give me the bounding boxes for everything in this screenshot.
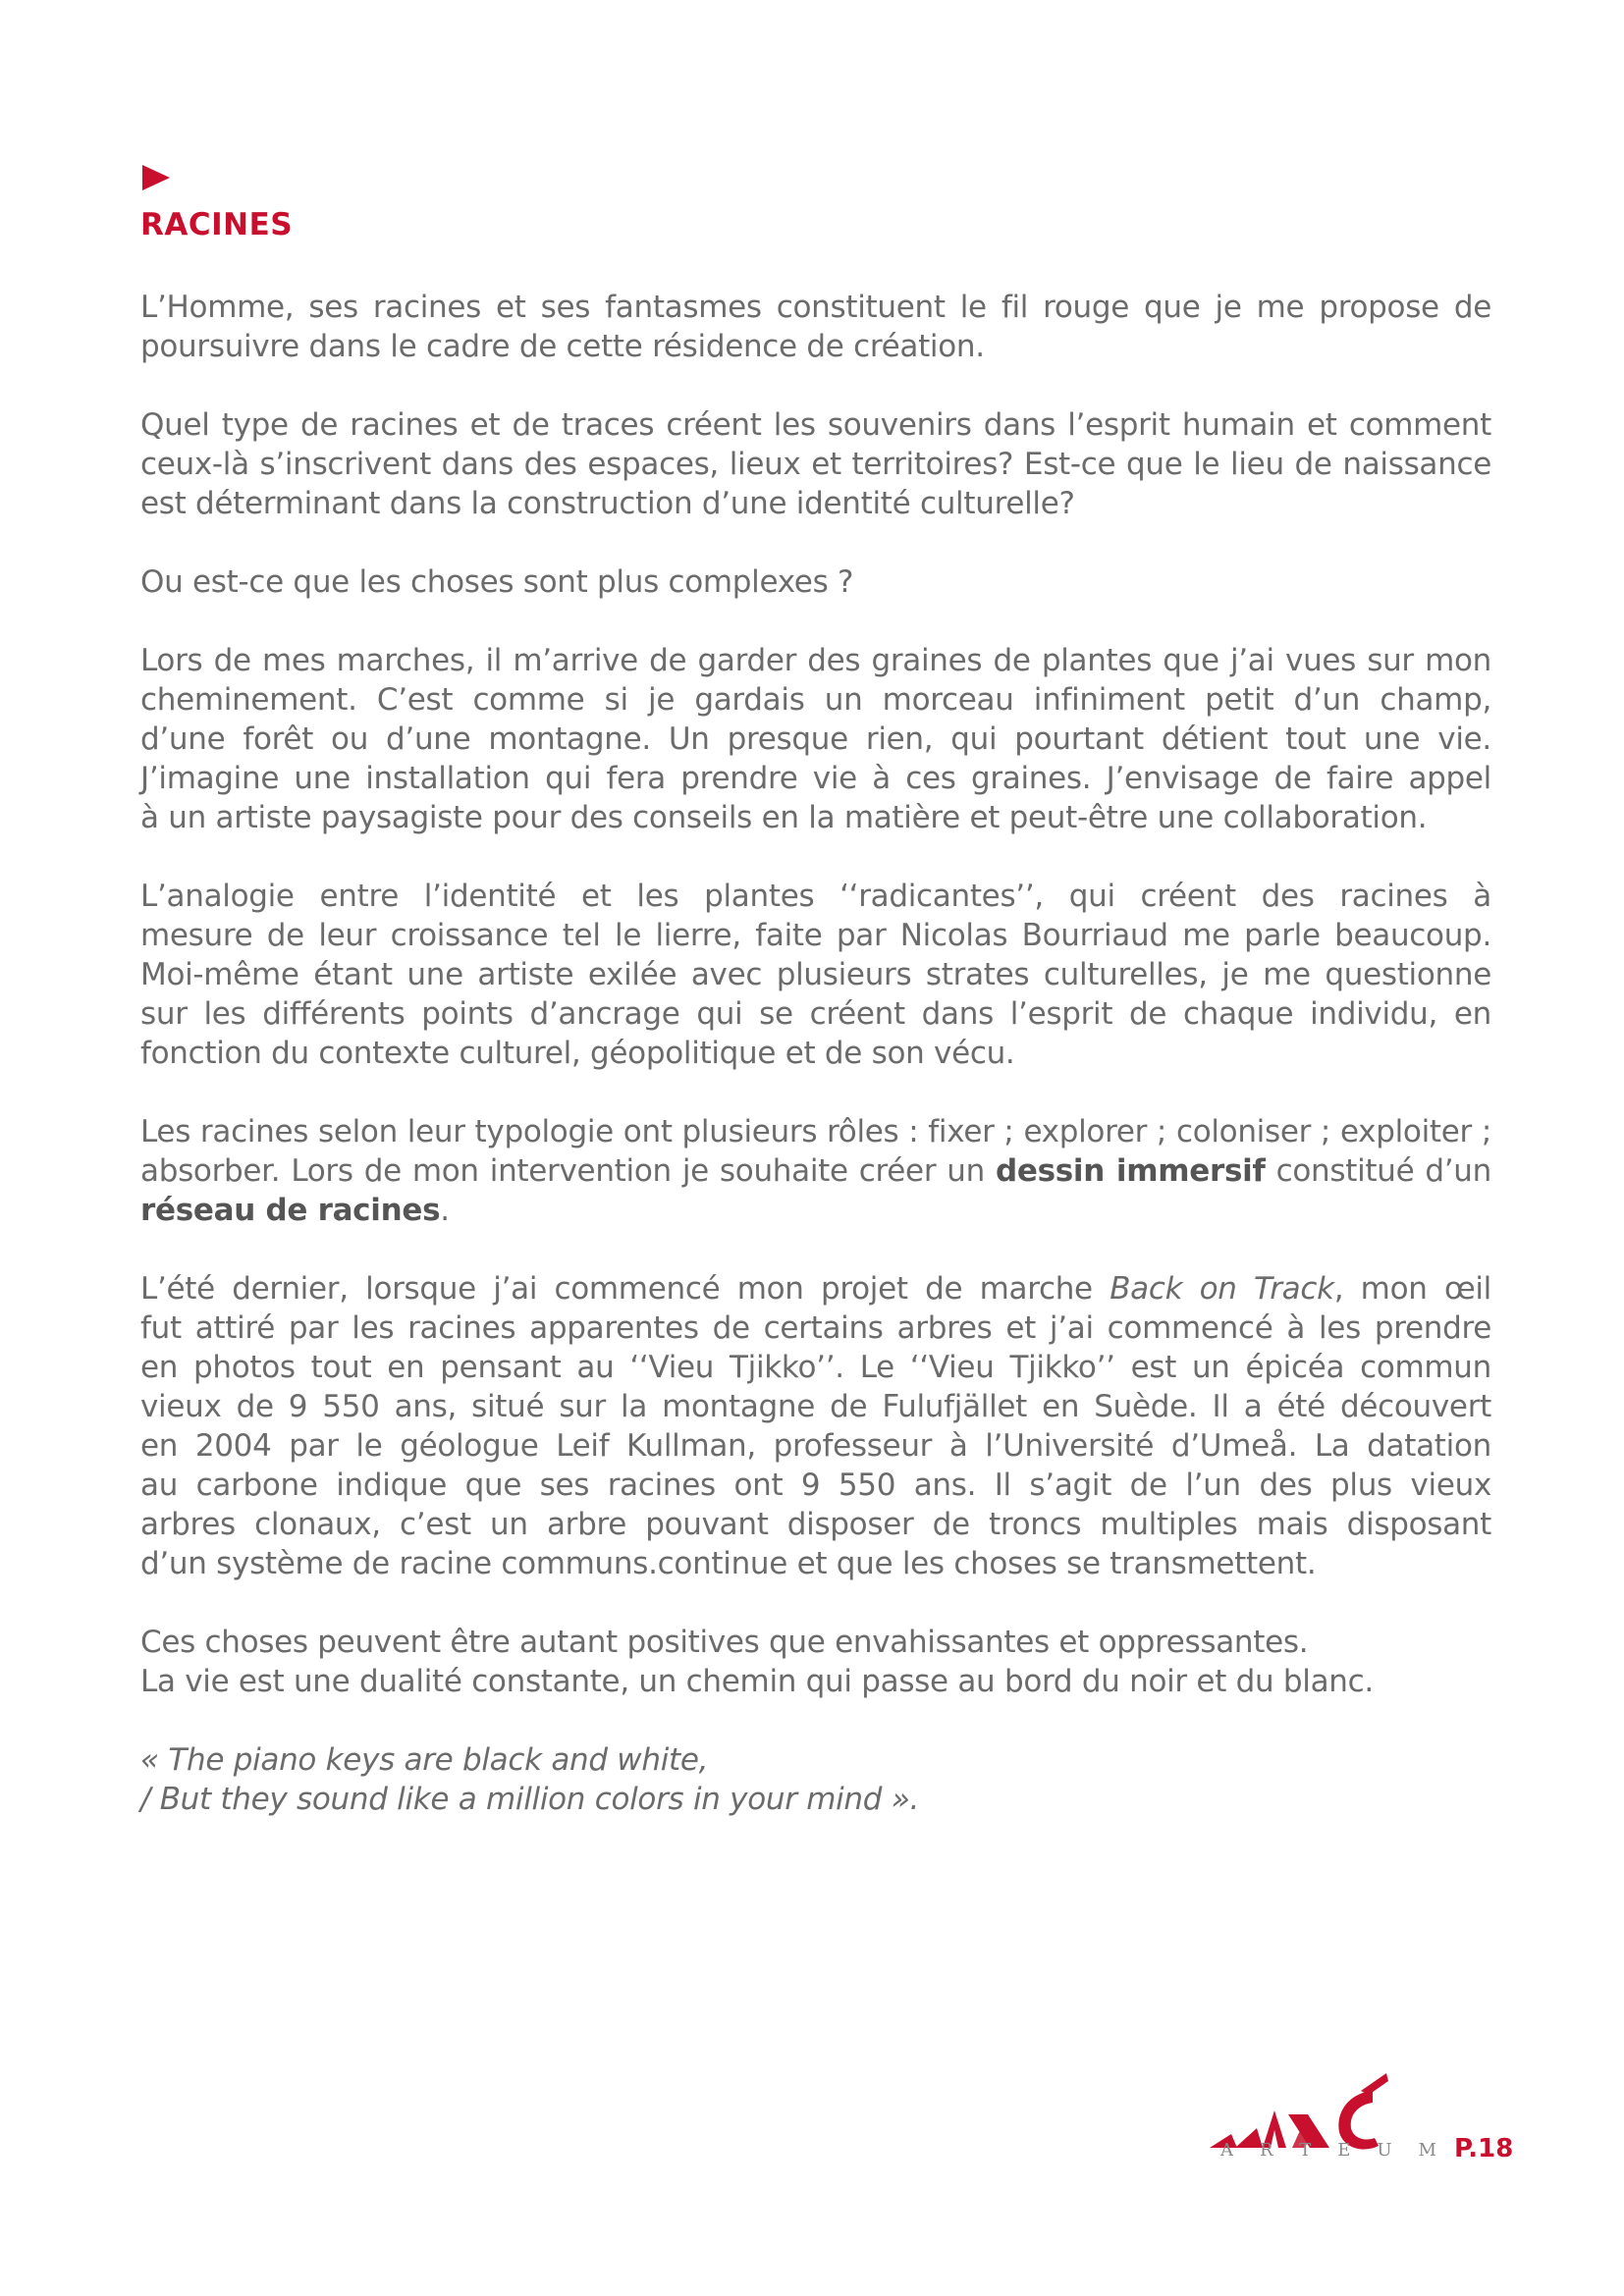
text-line: cheminement. C’est comme si je gardais un morceau infiniment petit d’un champ, xyxy=(140,682,1491,718)
text-line: en 2004 par le géologue Leif Kullman, professeur à l’Université d’Umeå. La datation xyxy=(140,1428,1491,1464)
text-line: fonction du contexte culturel, géopolitique et de son vécu. xyxy=(140,1036,1015,1071)
text-line: poursuivre dans le cadre de cette résidence de création. xyxy=(140,329,985,364)
text-line: en photos tout en pensant au ‘‘Vieu Tjikko’’. Le ‘‘Vieu Tjikko’’ est un épicéa commun xyxy=(140,1350,1491,1385)
text-line: fut attiré par les racines apparentes de certains arbres et j’ai commencé à les prendre xyxy=(140,1310,1491,1346)
text-line: Lors de mes marches, il m’arrive de garder des graines de plantes que j’ai vues sur mon xyxy=(140,643,1491,678)
text-line: Ou est-ce que les choses sont plus complexes ? xyxy=(140,564,854,600)
paragraph-5 xyxy=(140,877,1491,1073)
quote-line: « The piano keys are black and white, xyxy=(140,1742,709,1778)
text-line: ceux-là s’inscrivent dans des espaces, lieux et territoires? Est-ce que le lieu de naissance xyxy=(140,447,1491,482)
logo-shape xyxy=(1361,2073,1388,2095)
text-line: L’analogie entre l’identité et les plantes ‘‘radicantes’’, qui créent des racines à xyxy=(140,879,1491,914)
text-line: Moi-même étant une artiste exilée avec plusieurs strates culturelles, je me questionne xyxy=(140,957,1491,992)
bold-phrase: dessin immersif xyxy=(995,1153,1266,1189)
page-number: P.18 xyxy=(1454,2134,1514,2163)
paragraph-3 xyxy=(140,562,1491,602)
triangle-right-icon xyxy=(142,165,170,190)
text-line: au carbone indique que ses racines ont 9 550 ans. Il s’agit de l’un des plus vieux xyxy=(140,1468,1491,1503)
text-line: d’un système de racine communs.continue et que les choses se transmettent. xyxy=(140,1546,1317,1581)
bold-phrase: réseau de racines xyxy=(140,1193,441,1228)
text-run: constitué d’un xyxy=(1265,1153,1491,1189)
text-line: L’Homme, ses racines et ses fantasmes constituent le fil rouge que je me propose de xyxy=(140,290,1491,325)
quote-line: / But they sound like a million colors in your mind ». xyxy=(140,1782,920,1817)
document-body xyxy=(140,165,1491,1819)
text-run: . xyxy=(440,1193,450,1228)
paragraph-8 xyxy=(140,1623,1491,1701)
section-title: RACINES xyxy=(140,207,294,242)
paragraph-1 xyxy=(140,288,1491,366)
text-line: est déterminant dans la construction d’une identité culturelle? xyxy=(140,486,1075,521)
text-line: d’une forêt ou d’une montagne. Un presque rien, qui pourtant détient tout une vie. xyxy=(140,721,1491,757)
text-line: mesure de leur croissance tel le lierre, faite par Nicolas Bourriaud me parle beaucoup. xyxy=(140,918,1491,953)
text-line: J’imagine une installation qui fera prendre vie à ces graines. J’envisage de faire appel xyxy=(140,761,1491,796)
paragraph-4 xyxy=(140,641,1491,837)
paragraph-6 xyxy=(140,1112,1491,1230)
italic-title: Back on Track xyxy=(1110,1271,1334,1307)
paragraph-2 xyxy=(140,405,1491,523)
text-run: absorber. Lors de mon intervention je souhaite créer un xyxy=(140,1153,996,1189)
text-line xyxy=(140,1191,1491,1230)
logo-wordmark: ARTEUM xyxy=(1220,2140,1463,2161)
text-line: arbres clonaux, c’est un arbre pouvant disposer de troncs multiples mais disposant xyxy=(140,1507,1491,1542)
paragraph-7 xyxy=(140,1269,1491,1583)
text-line: Les racines selon leur typologie ont plusieurs rôles : fixer ; explorer ; coloniser ; exploiter ; xyxy=(140,1114,1491,1149)
text-line: vieux de 9 550 ans, situé sur la montagne de Fulufjället en Suède. Il a été découvert xyxy=(140,1389,1491,1424)
text-line: sur les différents points d’ancrage qui se créent dans l’esprit de chaque individu, en xyxy=(140,996,1491,1032)
text-line: Ces choses peuvent être autant positives que envahissantes et oppressantes. xyxy=(140,1625,1309,1660)
text-run: , mon œil xyxy=(1333,1271,1491,1307)
text-line: Quel type de racines et de traces créent les souvenirs dans l’esprit humain et comment xyxy=(140,407,1491,443)
text-run: L’été dernier, lorsque j’ai commencé mon projet de marche xyxy=(140,1271,1110,1307)
text-line: à un artiste paysagiste pour des conseils en la matière et peut-être une collaboration. xyxy=(140,800,1428,835)
text-line xyxy=(140,1269,1491,1308)
quote xyxy=(140,1740,1491,1819)
text-line xyxy=(140,1151,1491,1191)
text-line: La vie est une dualité constante, un chemin qui passe au bord du noir et du blanc. xyxy=(140,1664,1374,1699)
